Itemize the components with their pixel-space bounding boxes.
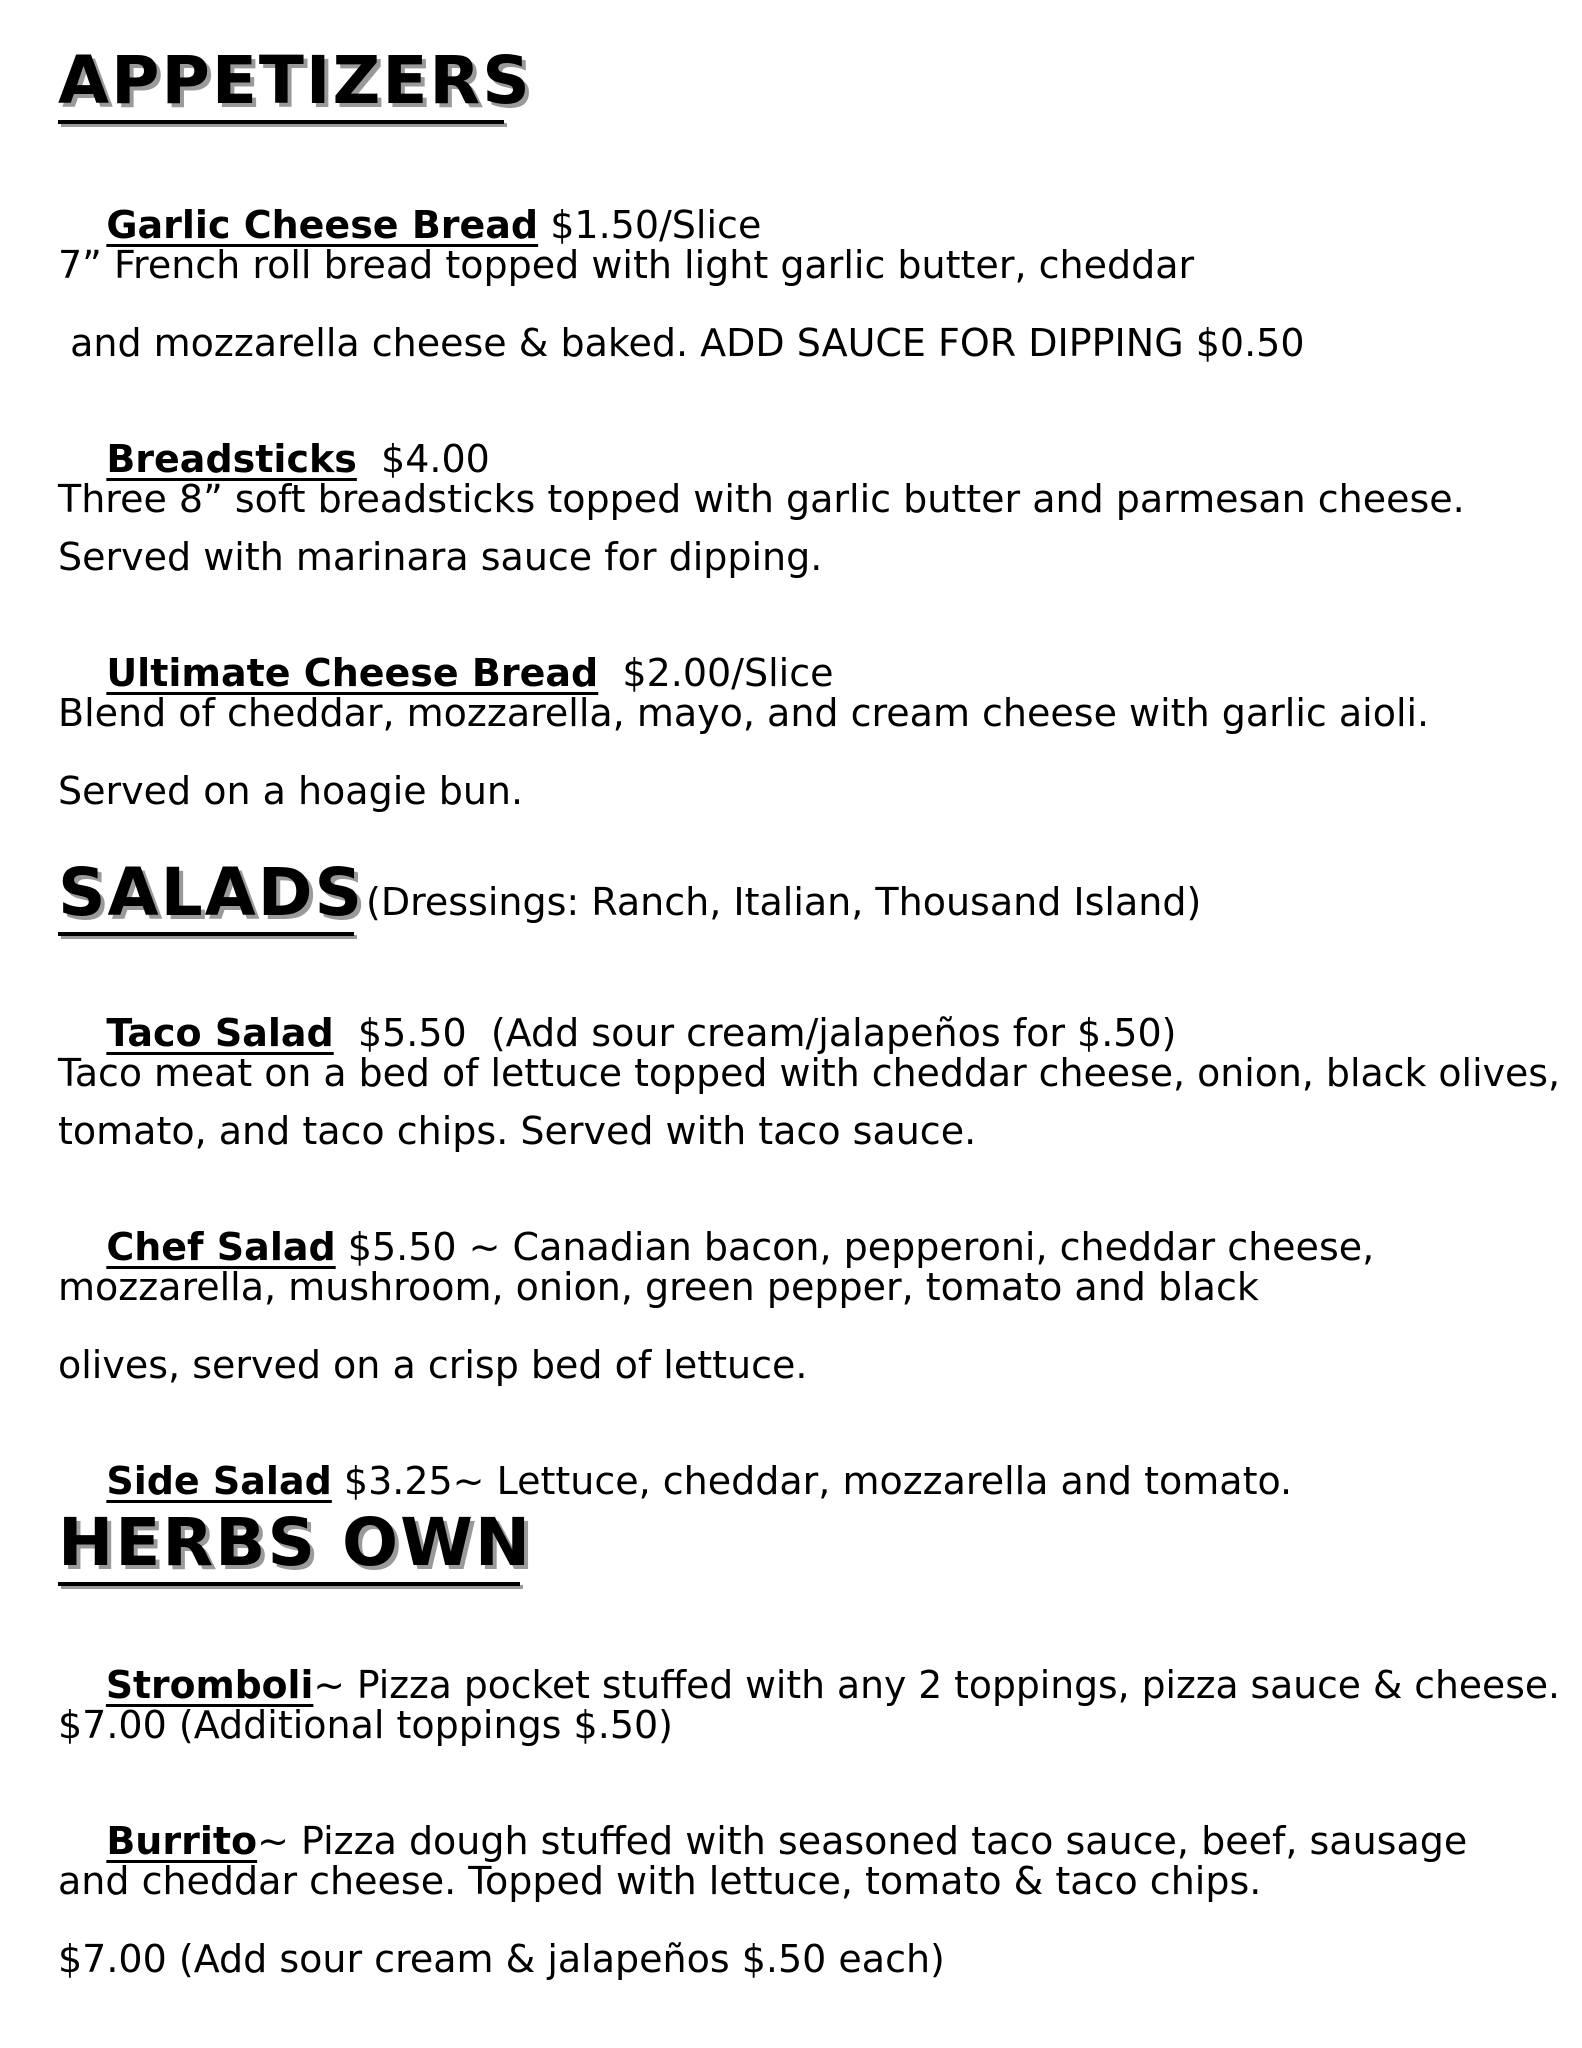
burrito-name: Burrito [106, 1819, 258, 1863]
breadsticks-desc-1: Three 8” soft breadsticks topped with garlic butter and parmesan cheese. [58, 477, 1465, 521]
ultimate-cheese-bread-desc-1: Blend of cheddar, mozzarella, mayo, and cream cheese with garlic aioli. [58, 691, 1430, 735]
burrito-desc-2: $7.00 (Add sour cream & jalapeños $.50 each) [58, 1937, 945, 1981]
taco-salad-desc-2: tomato, and taco chips. Served with taco sauce. [58, 1109, 977, 1153]
taco-salad-price: $5.50 (Add sour cream/jalapeños for $.50) [333, 1011, 1177, 1055]
ultimate-cheese-bread-desc-2: Served on a hoagie bun. [58, 769, 524, 813]
ultimate-cheese-bread-name: Ultimate Cheese Bread [106, 651, 599, 695]
garlic-cheese-bread-price: $1.50/Slice [538, 203, 762, 247]
breadsticks-desc-2: Served with marinara sauce for dipping. [58, 535, 823, 579]
burrito-price: ~ Pizza dough stuffed with seasoned taco sauce, beef, sausage [257, 1819, 1468, 1863]
appetizers-heading-underline [58, 120, 504, 124]
ultimate-cheese-bread-price: $2.00/Slice [598, 651, 834, 695]
appetizers-heading: APPETIZERS [58, 42, 532, 119]
herbs-own-heading: HERBS OWN [58, 1504, 533, 1581]
chef-salad-name: Chef Salad [106, 1225, 336, 1269]
breadsticks-price: $4.00 [356, 437, 490, 481]
garlic-cheese-bread-desc-2: and mozzarella cheese & baked. ADD SAUCE FOR DIPPING $0.50 [58, 321, 1305, 365]
burrito-desc-1: and cheddar cheese. Topped with lettuce, tomato & taco chips. [58, 1859, 1262, 1903]
side-salad-price: $3.25~ Lettuce, cheddar, mozzarella and tomato. [331, 1459, 1293, 1503]
breadsticks-name: Breadsticks [106, 437, 357, 481]
salads-heading: SALADS [58, 854, 365, 931]
taco-salad-name: Taco Salad [106, 1011, 334, 1055]
chef-salad-desc-1: mozzarella, mushroom, onion, green pepper, tomato and black [58, 1265, 1259, 1309]
garlic-cheese-bread-desc-1: 7” French roll bread topped with light garlic butter, cheddar [58, 243, 1195, 287]
stromboli-price: ~ Pizza pocket stuffed with any 2 toppings, pizza sauce & cheese. [313, 1663, 1560, 1707]
salads-heading-underline [58, 932, 354, 936]
taco-salad-desc-1: Taco meat on a bed of lettuce topped with cheddar cheese, onion, black olives, [58, 1051, 1561, 1095]
stromboli-desc-1: $7.00 (Additional toppings $.50) [58, 1703, 673, 1747]
herbs-own-heading-underline [58, 1582, 520, 1586]
chef-salad-price: $5.50 ~ Canadian bacon, pepperoni, cheddar cheese, [335, 1225, 1375, 1269]
side-salad-name: Side Salad [106, 1459, 332, 1503]
stromboli-name: Stromboli [105, 1663, 314, 1707]
garlic-cheese-bread-name: Garlic Cheese Bread [106, 203, 539, 247]
salads-dressings-note: (Dressings: Ranch, Italian, Thousand Island) [366, 880, 1202, 924]
chef-salad-desc-2: olives, served on a crisp bed of lettuce. [58, 1343, 808, 1387]
